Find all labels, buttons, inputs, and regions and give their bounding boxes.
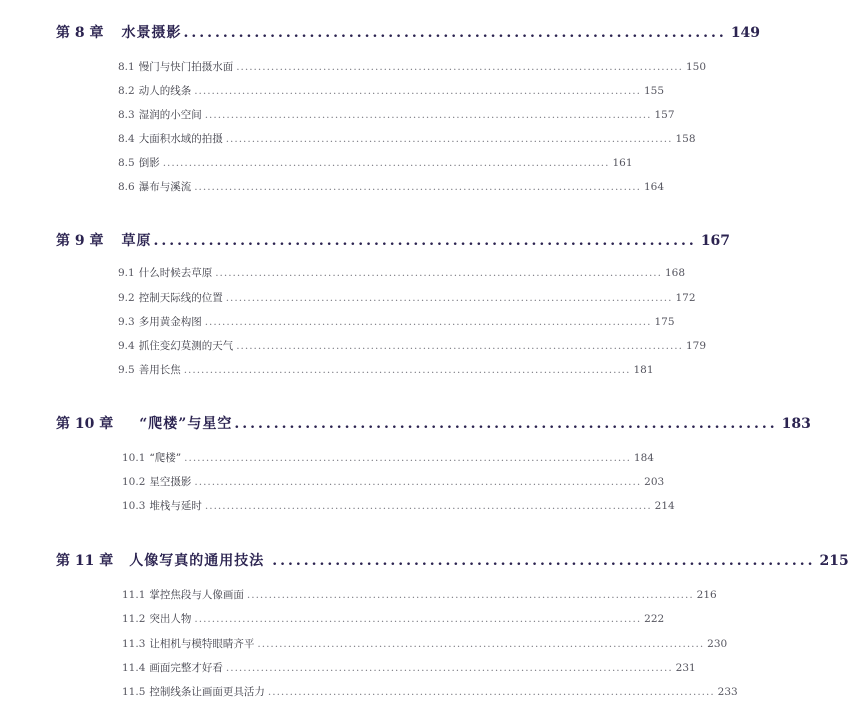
- leader-dots: .......................................................................................................: [162, 157, 610, 169]
- toc-section-row[interactable]: [118, 107, 675, 123]
- section-page-number: 179: [685, 340, 707, 352]
- section-number: 9.3: [118, 316, 135, 328]
- section-title: 大面积水域的拍摄: [138, 133, 223, 145]
- toc-section-row[interactable]: [118, 155, 633, 171]
- toc-section-row[interactable]: [118, 179, 665, 195]
- toc-section-row[interactable]: [122, 474, 665, 490]
- chapter-title: 水景摄影: [121, 25, 182, 41]
- section-number: 11.1: [122, 589, 146, 601]
- leader-dots: .......................................................................................................: [204, 109, 652, 121]
- chapter-heading[interactable]: [56, 230, 731, 250]
- leader-dots: .......................................................................................................: [236, 61, 683, 73]
- chapter-heading[interactable]: [56, 550, 849, 570]
- section-page-number: 161: [612, 157, 633, 169]
- section-page-number: 222: [644, 613, 665, 625]
- section-page-number: 164: [643, 181, 665, 193]
- section-page-number: 157: [654, 109, 675, 121]
- section-page-number: 230: [707, 638, 728, 650]
- toc-section-row[interactable]: [122, 450, 654, 466]
- section-title: 动人的线条: [138, 85, 192, 97]
- section-title: 星空摄影: [149, 476, 192, 488]
- section-number: 11.3: [122, 638, 146, 650]
- toc-section-row[interactable]: [122, 660, 696, 676]
- chapter-heading[interactable]: [56, 413, 811, 433]
- section-page-number: 233: [717, 686, 738, 698]
- section-title: 突出人物: [149, 613, 192, 625]
- toc-section-row[interactable]: [122, 498, 675, 514]
- section-number: 11.2: [122, 613, 146, 625]
- section-title: 掌控焦段与人像画面: [149, 589, 244, 601]
- section-title: 善用长焦: [138, 364, 181, 376]
- section-page-number: 184: [633, 452, 654, 464]
- chapter-page-number: 215: [819, 553, 849, 569]
- section-number: 11.5: [122, 686, 146, 698]
- chapter-label: 第 9 章: [56, 233, 104, 249]
- section-number: 8.4: [118, 133, 135, 145]
- section-title: 控制天际线的位置: [138, 292, 223, 304]
- toc-section-row[interactable]: [118, 338, 707, 354]
- leader-dots: .....................................................................: [153, 233, 697, 249]
- section-page-number: 231: [675, 662, 696, 674]
- chapter-label: 第 10 章: [56, 416, 114, 432]
- section-page-number: 158: [675, 133, 696, 145]
- section-page-number: 155: [643, 85, 665, 97]
- chapter-heading[interactable]: [56, 22, 761, 42]
- section-page-number: 181: [633, 364, 654, 376]
- leader-dots: .......................................................................................................: [184, 452, 631, 464]
- section-number: 9.4: [118, 340, 135, 352]
- section-number: 9.5: [118, 364, 135, 376]
- chapter-title: 人像写真的通用技法: [129, 553, 265, 569]
- chapter-page-number: 167: [700, 233, 731, 249]
- section-title: 画面完整才好看: [149, 662, 223, 674]
- toc-section-row[interactable]: [122, 587, 717, 603]
- chapter-title: 草原: [121, 233, 152, 249]
- section-page-number: 150: [685, 61, 707, 73]
- section-title: 什么时候去草原: [138, 267, 213, 279]
- leader-dots: .....................................................................: [272, 553, 816, 569]
- leader-dots: .......................................................................................................: [267, 686, 715, 698]
- leader-dots: .......................................................................................................: [257, 638, 705, 650]
- leader-dots: .......................................................................................................: [194, 181, 641, 193]
- section-page-number: 175: [654, 316, 675, 328]
- toc-section-row[interactable]: [122, 611, 665, 627]
- section-number: 11.4: [122, 662, 146, 674]
- leader-dots: .......................................................................................................: [194, 476, 642, 488]
- leader-dots: .......................................................................................................: [225, 292, 673, 304]
- section-title: 让相机与模特眼睛齐平: [149, 638, 255, 650]
- section-page-number: 203: [644, 476, 665, 488]
- leader-dots: .......................................................................................................: [215, 267, 662, 279]
- section-page-number: 172: [675, 292, 696, 304]
- chapter-page-number: 149: [730, 25, 761, 41]
- leader-dots: .......................................................................................................: [225, 662, 673, 674]
- leader-dots: .......................................................................................................: [204, 316, 652, 328]
- section-number: 9.1: [118, 267, 135, 279]
- chapter-title: “爬楼”与星空: [139, 416, 233, 432]
- chapter-page-number: 183: [781, 416, 811, 432]
- section-title: 瀑布与溪流: [138, 181, 192, 193]
- leader-dots: .......................................................................................................: [194, 85, 641, 97]
- leader-dots: .......................................................................................................: [225, 133, 673, 145]
- section-number: 8.6: [118, 181, 135, 193]
- section-title: “爬楼”: [149, 452, 182, 464]
- section-number: 10.2: [122, 476, 146, 488]
- toc-section-row[interactable]: [118, 314, 675, 330]
- leader-dots: .....................................................................: [234, 416, 778, 432]
- leader-dots: .....................................................................: [183, 25, 727, 41]
- section-title: 倒影: [138, 157, 160, 169]
- toc-section-row[interactable]: [118, 362, 654, 378]
- section-title: 慢门与快门拍摄水面: [138, 61, 234, 73]
- toc-section-row[interactable]: [118, 131, 696, 147]
- section-number: 9.2: [118, 292, 135, 304]
- section-number: 10.3: [122, 500, 146, 512]
- leader-dots: .......................................................................................................: [204, 500, 652, 512]
- section-number: 8.1: [118, 61, 135, 73]
- leader-dots: .......................................................................................................: [246, 589, 694, 601]
- leader-dots: .......................................................................................................: [194, 613, 642, 625]
- leader-dots: .......................................................................................................: [183, 364, 631, 376]
- toc-section-row[interactable]: [118, 265, 686, 281]
- section-title: 控制线条让画面更具活力: [149, 686, 265, 698]
- section-page-number: 216: [696, 589, 717, 601]
- toc-section-row[interactable]: [122, 684, 738, 700]
- toc-section-row[interactable]: [118, 83, 665, 99]
- section-number: 8.5: [118, 157, 135, 169]
- toc-section-row[interactable]: [122, 636, 728, 652]
- toc-section-row[interactable]: [118, 290, 696, 306]
- section-title: 堆栈与延时: [149, 500, 202, 512]
- section-title: 湿润的小空间: [138, 109, 202, 121]
- toc-section-row[interactable]: [118, 59, 707, 75]
- section-number: 10.1: [122, 452, 146, 464]
- section-number: 8.2: [118, 85, 135, 97]
- leader-dots: .......................................................................................................: [236, 340, 683, 352]
- section-title: 抓住变幻莫测的天气: [138, 340, 234, 352]
- section-page-number: 168: [664, 267, 686, 279]
- chapter-label: 第 11 章: [56, 553, 114, 569]
- section-page-number: 214: [654, 500, 675, 512]
- chapter-label: 第 8 章: [56, 25, 104, 41]
- section-title: 多用黄金构图: [138, 316, 202, 328]
- section-number: 8.3: [118, 109, 135, 121]
